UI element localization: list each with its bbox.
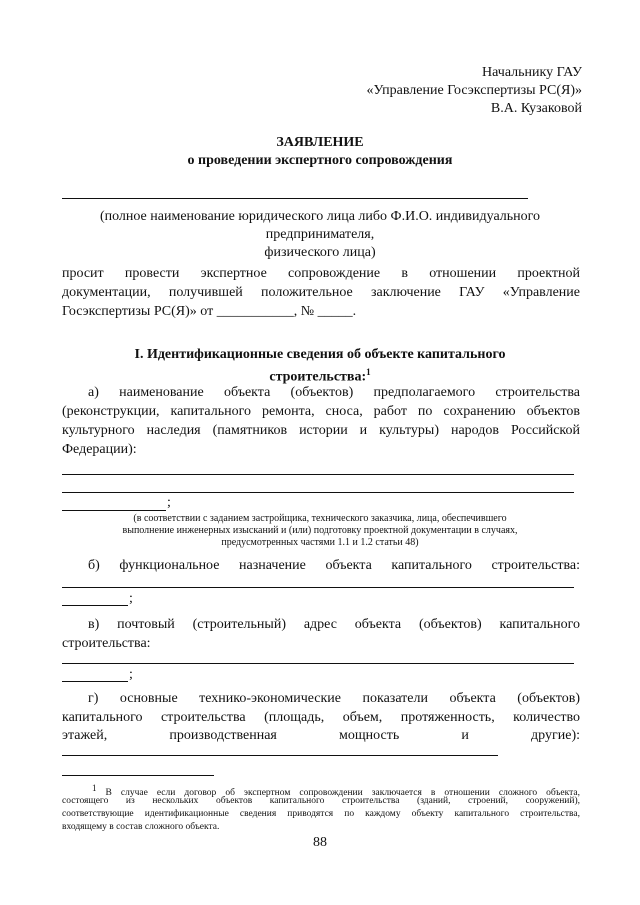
section-heading-2: строительства:$^1$ [269,367,371,385]
item-a-line-2: (реконструкции, капитального ремонта, сноса, работ по сохранению объектов [62,404,580,419]
item-v-fill-line-1 [62,663,574,664]
applicant-hint-1: (полное наименование юридического лица либо Ф.И.О. индивидуального [99,209,541,224]
item-a-fill-line-1 [62,474,574,475]
item-v-end: ; [129,667,133,682]
item-b-fill-line-1 [62,587,574,588]
addressee-line-3: В.А. Кузаковой [490,101,582,116]
item-v-fill-line-2 [62,681,128,682]
item-a-line-4: Федерации): [62,442,137,457]
applicant-name-line [62,198,528,199]
item-a-note-3: предусмотренных частями 1.1 и 1.2 статьи 48) [221,537,419,548]
document-subtitle: о проведении экспертного сопровождения [187,153,453,168]
request-line-3: Госэкспертизы РС(Я)» от ___________, № _____. [62,304,357,319]
footnote-line-4: входящему в состав сложного объекта. [62,822,220,832]
item-b-line-1: б) функциональное назначение объекта капитального строительства: [88,558,580,573]
applicant-hint-2: предпринимателя, [265,227,375,242]
footnote-separator [62,775,214,776]
item-g-line-2: капитального строительства (площадь, объем, протяженность, количество [62,710,580,725]
footnote-line-1: $^1$ В случае если договор об экспертном сопровождении заключается в отношении сложного объекта, [92,783,580,799]
footnote-number: 1 [92,783,97,793]
item-v-line-1: в) почтовый (строительный) адрес объекта (объектов) капитального [88,617,580,632]
footnote-line-2: состоящего из нескольких объектов капитального строительства (зданий, строений, сооружений), [62,796,580,806]
item-b-end: ; [129,591,133,606]
addressee-line-1: Начальнику ГАУ [482,65,582,80]
document-title: ЗАЯВЛЕНИЕ [276,135,364,150]
item-a-end: ; [167,495,171,510]
item-g-line-3: этажей, производственная мощность и другие): [62,728,580,743]
item-a-line-1: а) наименование объекта (объектов) предполагаемого строительства [88,385,580,400]
item-v-line-2: строительства: [62,636,151,651]
applicant-hint-3: физического лица) [264,245,376,260]
item-b-fill-line-2 [62,605,128,606]
request-line-1: просит провести экспертное сопровождение в отношении проектной [62,266,580,281]
addressee-line-2: «Управление Госэкспертизы РС(Я)» [366,83,582,98]
item-a-fill-line-2 [62,492,574,493]
footnote-line-3: соответствующие идентификационные сведения приводятся по каждому объекту капитального строительства, [62,809,580,819]
page-number: 88 [313,835,327,850]
footnote-ref: 1 [366,367,371,377]
item-a-fill-line-3 [62,510,166,511]
item-a-line-3: культурного наследия (памятников истории и культуры) народов Российской [62,423,580,438]
item-a-note-2: выполнение инженерных изысканий и (или) подготовку проектной документации в случаях, [122,525,518,536]
request-line-2: документации, получившей положительное заключение ГАУ «Управление [62,285,580,300]
item-a-note-1: (в соответствии с заданием застройщика, технического заказчика, лица, обеспечившего [133,513,507,524]
section-heading-1: I. Идентификационные сведения об объекте капитального [134,347,506,362]
item-g-line-1: г) основные технико-экономические показатели объекта (объектов) [88,691,580,706]
item-g-fill-line [62,755,498,756]
